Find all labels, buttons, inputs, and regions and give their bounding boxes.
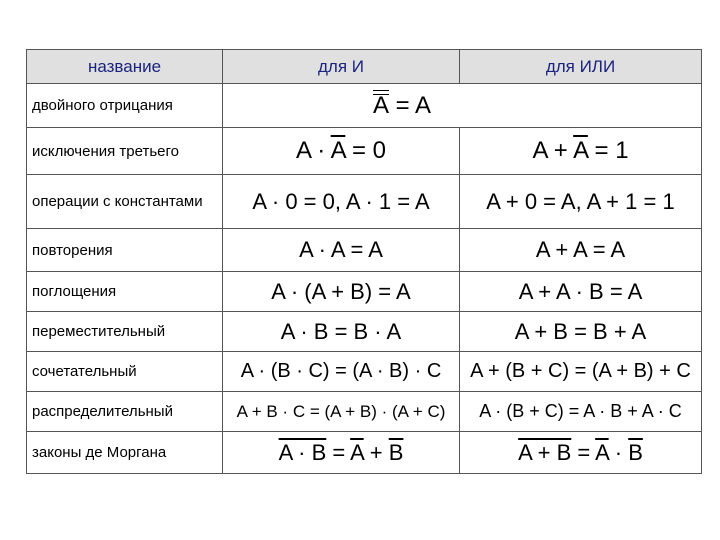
header-or: для ИЛИ [460, 50, 702, 84]
law-name: законы де Моргана [27, 432, 223, 474]
law-name: распределительный [27, 392, 223, 432]
law-name: операции с константами [27, 175, 223, 229]
law-formula-and: A + B · C = (A + B) · (A + C) [223, 392, 460, 432]
law-formula-and: A · A = A [223, 229, 460, 272]
law-name: сочетательный [27, 352, 223, 392]
law-name: повторения [27, 229, 223, 272]
table-row [27, 272, 702, 312]
table-row [27, 175, 702, 229]
table-row [27, 229, 702, 272]
table-row [27, 432, 702, 474]
boolean-laws-table [26, 49, 702, 474]
law-formula-or: A · (B + C) = A · B + A · C [460, 392, 702, 432]
law-formula-or: A + (B + C) = (A + B) + C [460, 352, 702, 392]
table-row [27, 312, 702, 352]
law-formula-and: $A \cdot B = \overline{A} + \overline{B}$ [223, 432, 460, 474]
header-and: для И [223, 50, 460, 84]
law-formula-or: $A + \overline{A} = 1$ [460, 128, 702, 175]
law-formula-or: A + B = B + A [460, 312, 702, 352]
law-name: двойного отрицания [27, 84, 223, 128]
double-overline-A: A [373, 91, 390, 119]
law-formula-or: $A + B = \overline{A} \cdot \overline{B}$ [460, 432, 702, 474]
law-formula-and: $A \cdot \overline{A} = 0$ [223, 128, 460, 175]
table-row [27, 84, 702, 128]
law-name: переместительный [27, 312, 223, 352]
law-formula-and: A · (B · C) = (A · B) · C [223, 352, 460, 392]
header-name: название [27, 50, 223, 84]
table-row [27, 392, 702, 432]
law-formula-and: A · (A + B) = A [223, 272, 460, 312]
law-formula-or: A + A · B = A [460, 272, 702, 312]
table-row [27, 128, 702, 175]
table-row [27, 352, 702, 392]
law-formula-or: A + 0 = A, A + 1 = 1 [460, 175, 702, 229]
law-formula-double-negation: A = A [223, 84, 702, 128]
law-name: исключения третьего [27, 128, 223, 175]
law-formula-and: A · 0 = 0, A · 1 = A [223, 175, 460, 229]
law-formula-and: A · B = B · A [223, 312, 460, 352]
law-name: поглощения [27, 272, 223, 312]
header-row [27, 50, 702, 84]
law-formula-or: A + A = A [460, 229, 702, 272]
